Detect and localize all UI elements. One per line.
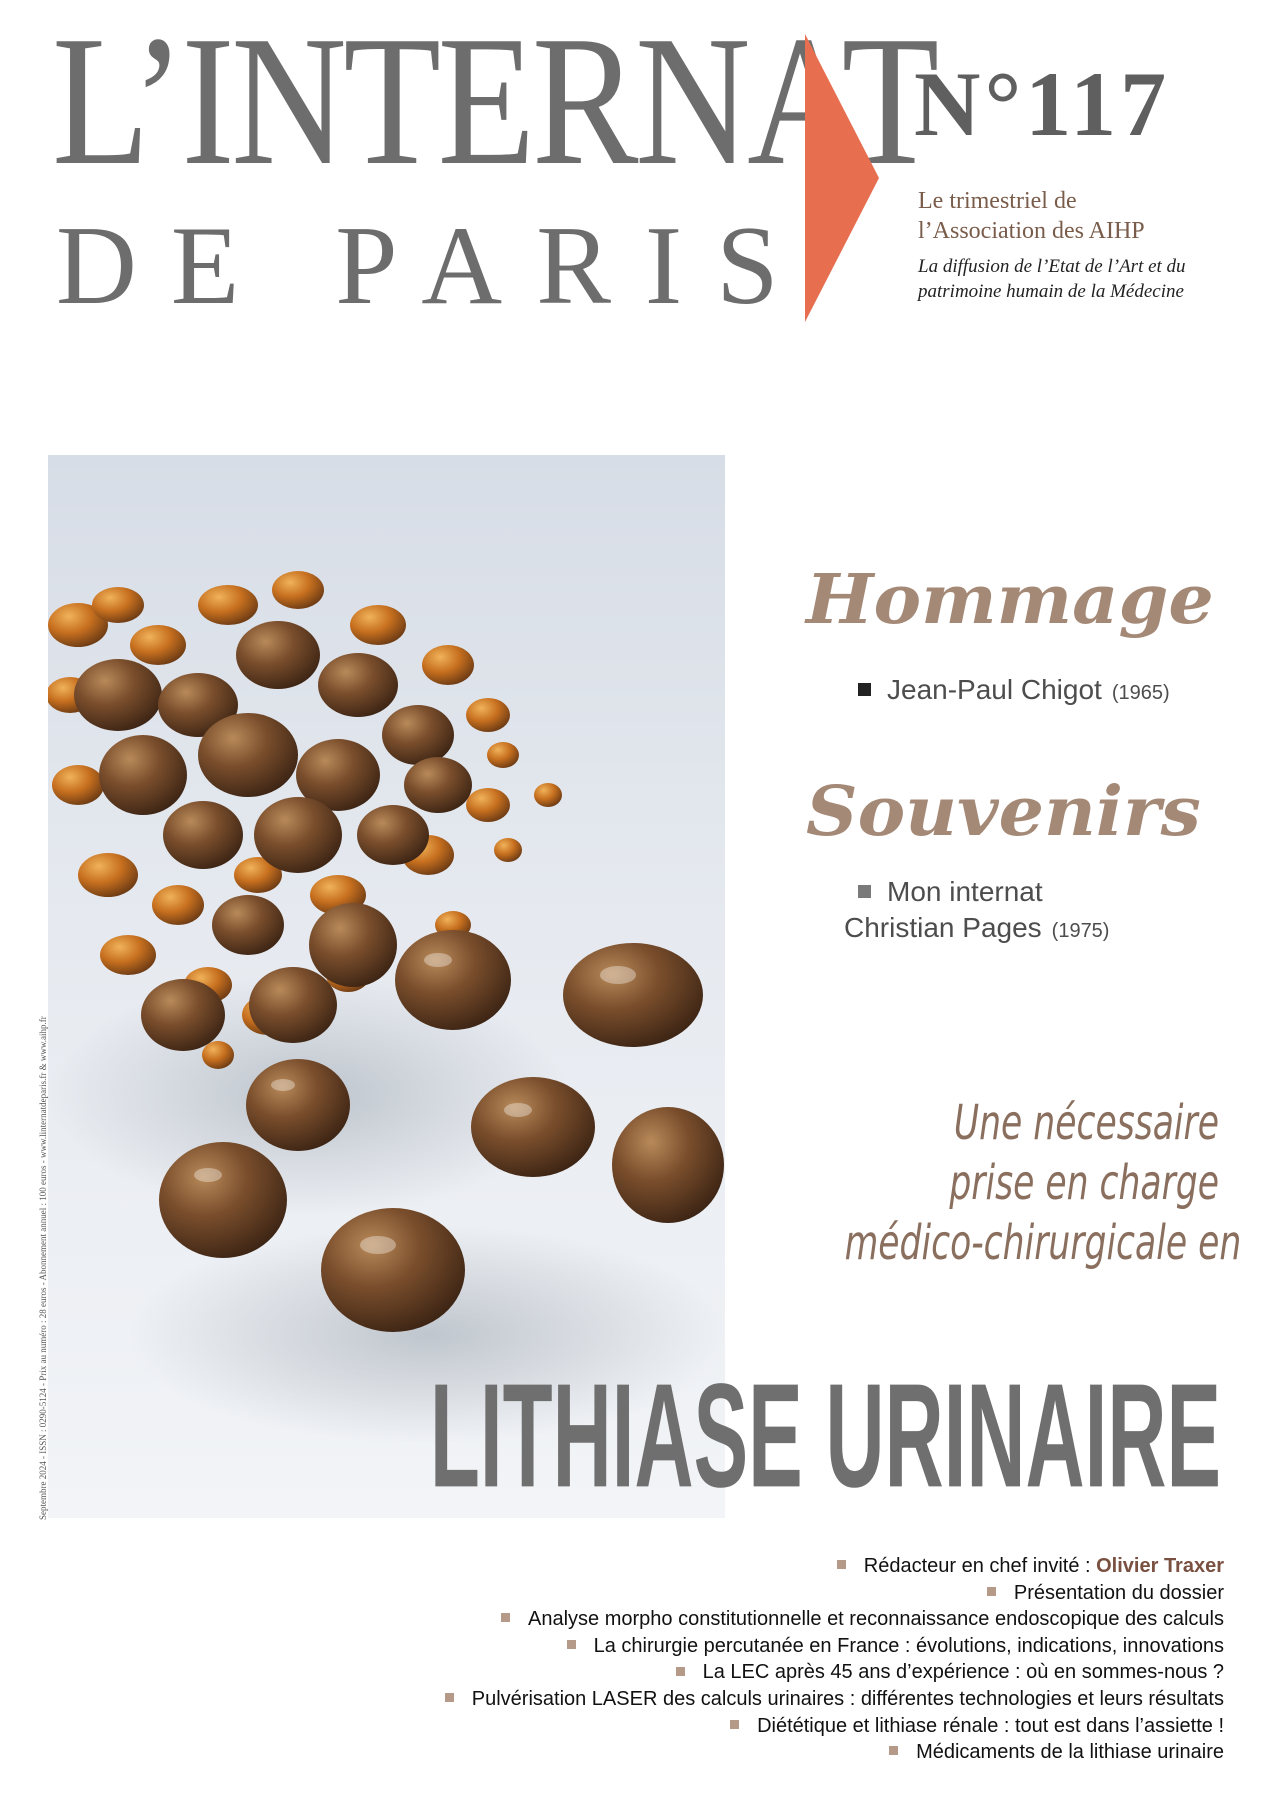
mission-line1: La diffusion de l’Etat de l’Art et du bbox=[918, 256, 1186, 277]
dossier-lead-line1: Une nécessaire bbox=[953, 1095, 1219, 1151]
tagline-line2: l’Association des AIHP bbox=[918, 218, 1145, 244]
contents-item bbox=[445, 1686, 1224, 1713]
contents-item bbox=[445, 1606, 1224, 1633]
contents-item-label: Présentation du dossier bbox=[1013, 1581, 1224, 1604]
contents-item bbox=[445, 1633, 1224, 1660]
bullet-square-icon bbox=[445, 1693, 454, 1702]
tagline bbox=[918, 186, 1145, 246]
contents-item bbox=[445, 1659, 1224, 1686]
bullet-square-icon bbox=[676, 1667, 685, 1676]
tagline-line1: Le trimestriel de bbox=[918, 188, 1077, 214]
dossier-title: LITHIASE URINAIRE bbox=[429, 1353, 1221, 1518]
contents-item-label: Pulvérisation LASER des calculs urinaires : différentes technologies et leurs résultats bbox=[471, 1687, 1224, 1710]
dossier-lead-line2: prise en charge bbox=[949, 1155, 1219, 1211]
contents-item bbox=[445, 1580, 1224, 1607]
contents-item-label: Analyse morpho constitutionnelle et reconnaissance endoscopique des calculs bbox=[528, 1608, 1224, 1631]
souvenirs-name: Christian Pages bbox=[844, 912, 1042, 943]
hommage-heading: Hommage bbox=[806, 560, 1214, 640]
hommage-year: (1965) bbox=[1111, 682, 1170, 704]
contents-editor-row bbox=[445, 1553, 1224, 1580]
dossier-lead-line3: médico-chirurgicale en bbox=[844, 1215, 1242, 1271]
bullet-square-icon bbox=[501, 1613, 510, 1622]
bullet-square-icon bbox=[889, 1746, 898, 1755]
souvenirs-heading: Souvenirs bbox=[806, 772, 1201, 852]
contents-item bbox=[445, 1739, 1224, 1766]
contents-item-label: Diététique et lithiase rénale : tout est dans l’assiette ! bbox=[757, 1714, 1224, 1737]
hommage-name: Jean-Paul Chigot bbox=[887, 674, 1102, 705]
table-of-contents bbox=[445, 1553, 1224, 1766]
masthead-subtitle: DE PARIS bbox=[56, 204, 813, 328]
editor-name: Olivier Traxer bbox=[1096, 1555, 1224, 1577]
dossier-lead bbox=[699, 1093, 1242, 1273]
editor-label: Rédacteur en chef invité : bbox=[863, 1555, 1097, 1577]
bullet-square-icon bbox=[858, 683, 871, 696]
masthead-arrow-icon bbox=[805, 34, 879, 322]
hommage-item bbox=[858, 672, 1170, 711]
bullet-square-icon bbox=[837, 1560, 846, 1569]
bullet-square-icon bbox=[987, 1587, 996, 1596]
mission-line2: patrimoine humain de la Médecine bbox=[918, 281, 1184, 302]
contents-item-label: Médicaments de la lithiase urinaire bbox=[916, 1741, 1224, 1764]
contents-item-label: La chirurgie percutanée en France : évolutions, indications, innovations bbox=[593, 1634, 1224, 1657]
contents-item-label: La LEC après 45 ans d’expérience : où en sommes-nous ? bbox=[702, 1661, 1224, 1684]
souvenirs-item bbox=[844, 874, 1110, 949]
bullet-square-icon bbox=[858, 885, 871, 898]
souvenirs-line1: Mon internat bbox=[887, 876, 1043, 907]
mission-statement bbox=[918, 254, 1186, 304]
masthead-title: L’INTERNAT bbox=[52, 0, 936, 204]
souvenirs-year: (1975) bbox=[1051, 920, 1110, 942]
spine-text: Septembre 2024 - ISSN : 0290-5124 - Prix au numéro : 28 euros - Abonnement annuel : 100 euros - www.linternatdeparis.fr & www.aihp.fr bbox=[38, 1016, 48, 1520]
issue-number: N°117 bbox=[914, 53, 1171, 155]
bullet-square-icon bbox=[730, 1720, 739, 1729]
bullet-square-icon bbox=[567, 1640, 576, 1649]
contents-item bbox=[445, 1713, 1224, 1740]
